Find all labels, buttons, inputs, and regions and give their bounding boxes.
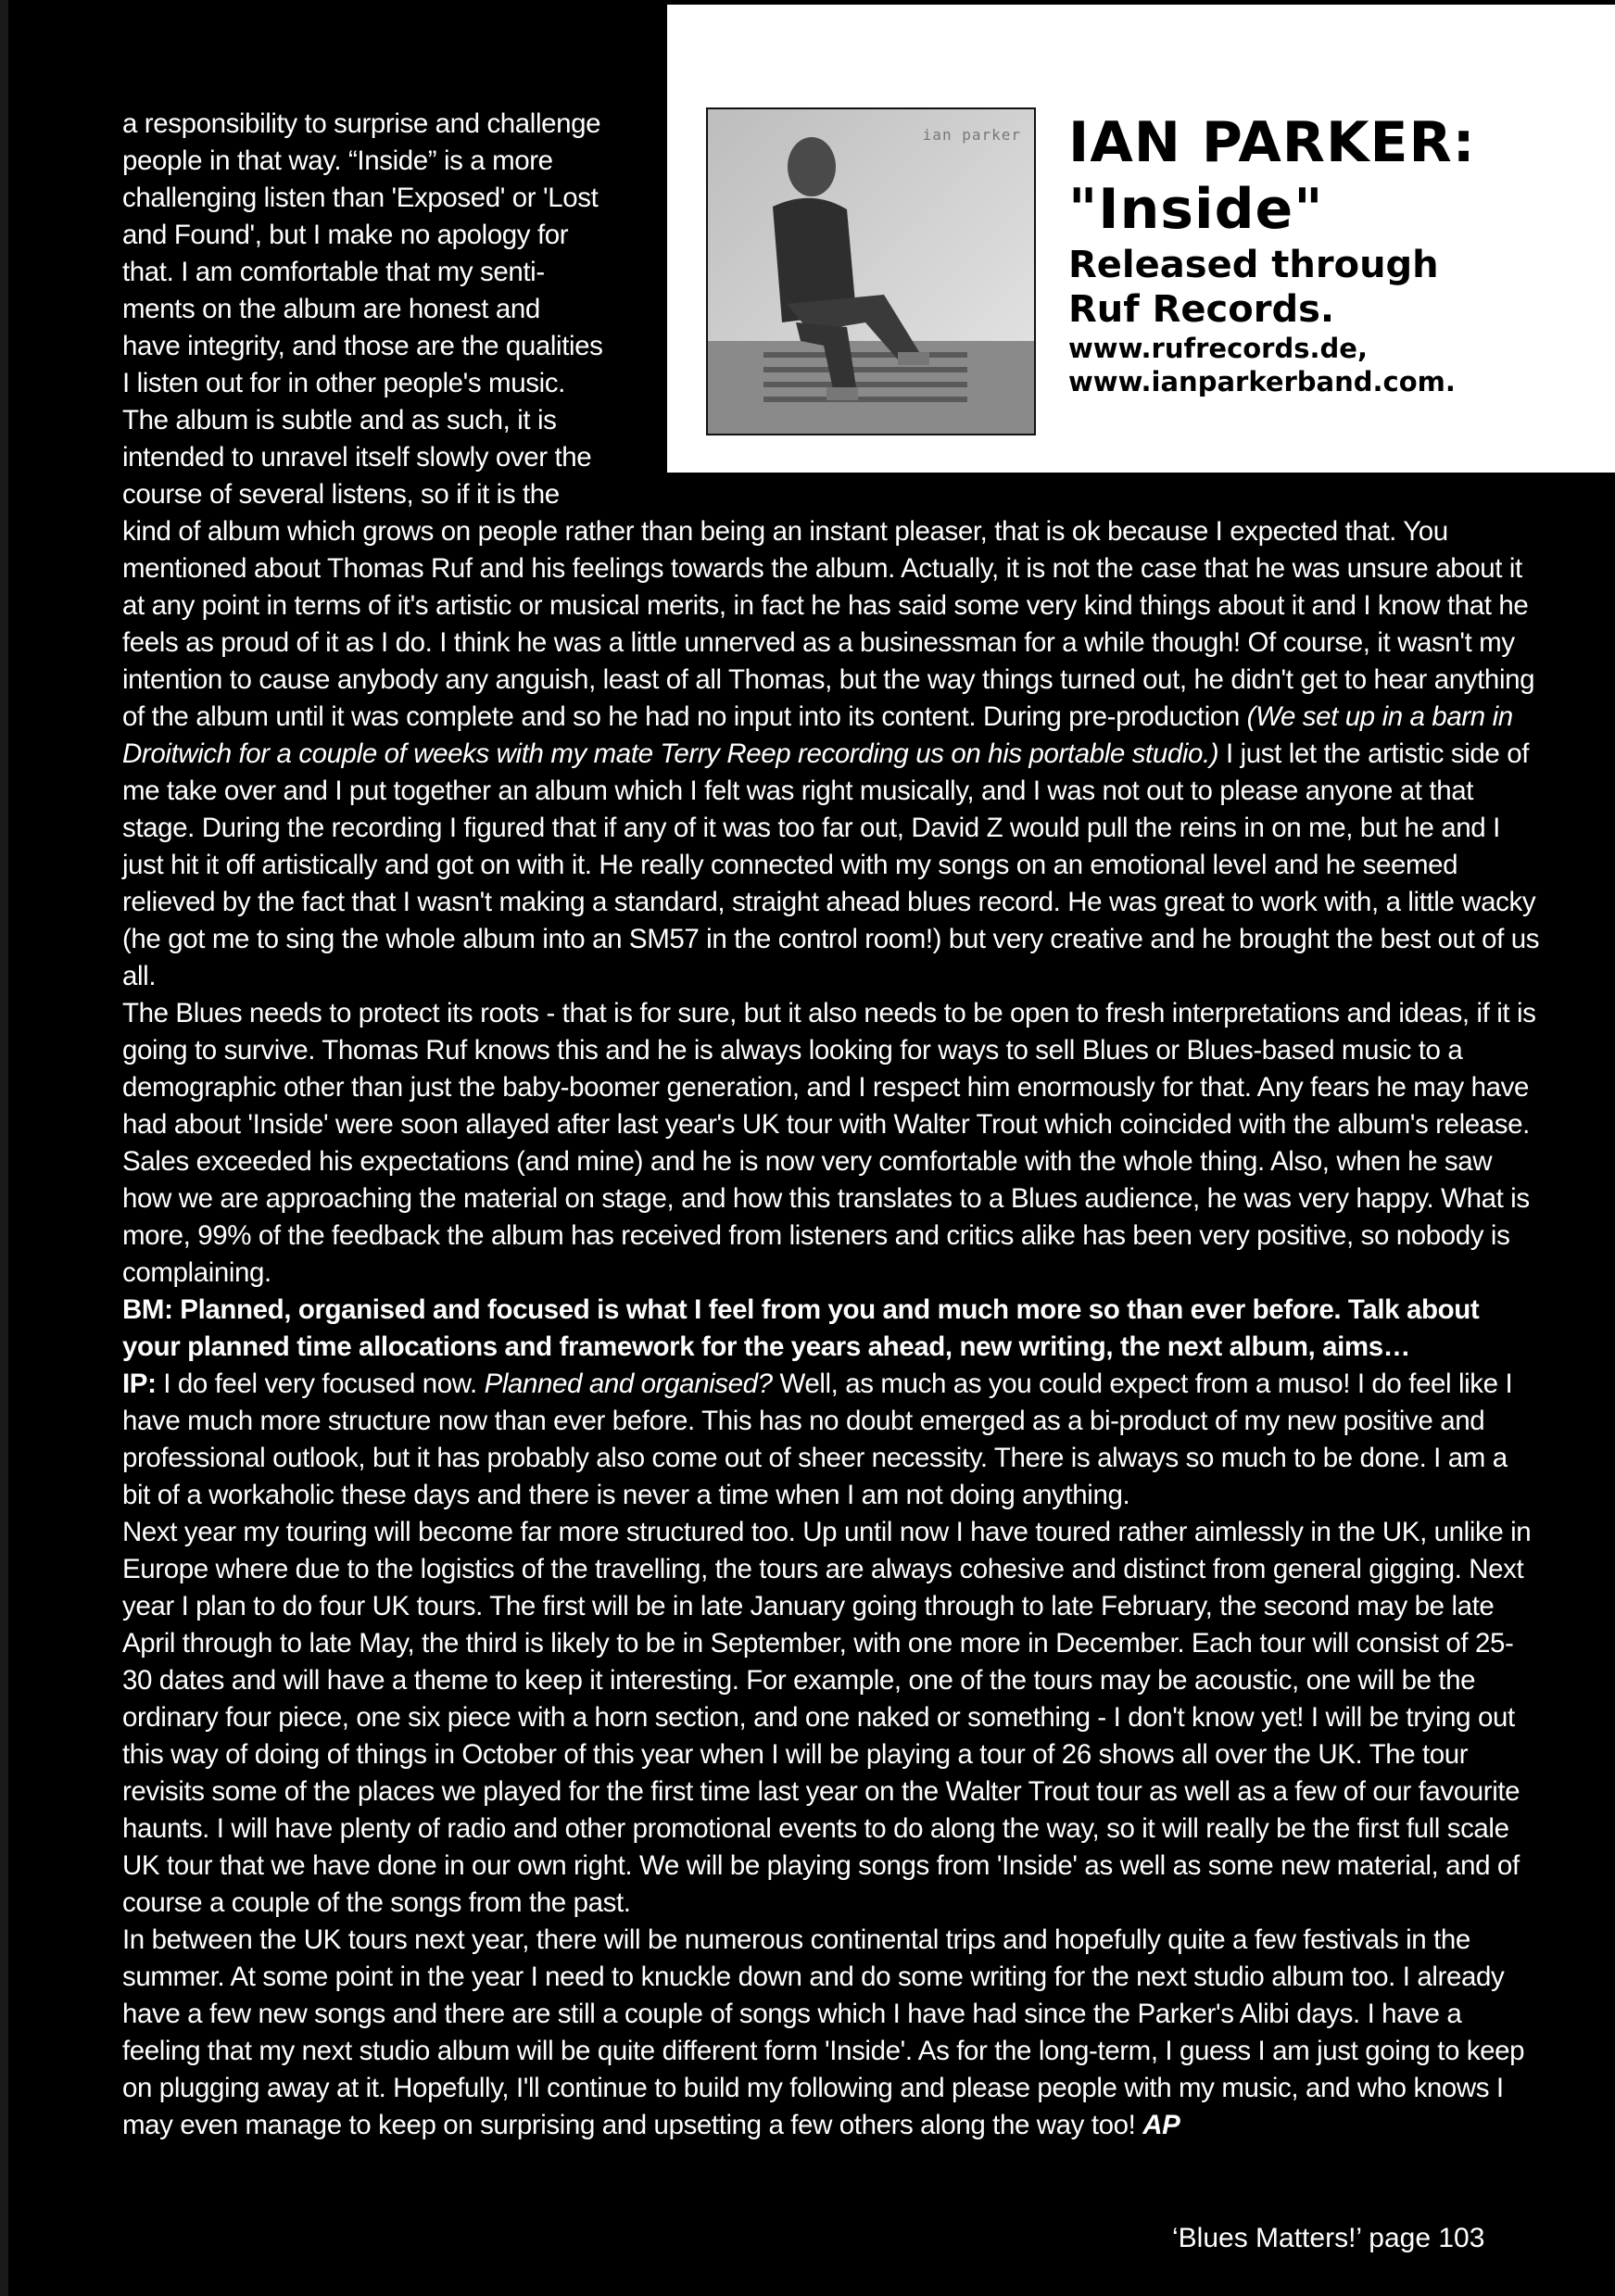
- album-cover-image: [706, 107, 1036, 435]
- text-line: course of several listens, so if it is the: [122, 479, 560, 510]
- paragraph-answer: IP: I do feel very focused now. Planned and organised? Well, as much as you could expect from a muso! I do feel like I have much more structure now than ever before. This has no doubt emerged as a bi-product of my new positive and professional outlook, but it has probably also come out of sheer necessity. There is always so much to be done. I am a bit of a workaholic these days and there is never a time when I am not doing anything.: [122, 1369, 1513, 1510]
- article-body: [122, 513, 1540, 2144]
- text-line: and Found', but I make no apology for: [122, 220, 569, 250]
- paragraph-ruf: kind of album which grows on people rather than being an instant pleaser, that is ok because I expected that. You mentioned about Thomas Ruf and his feelings towards the album. Actually, it is not the case that he was unsure about it at any point in terms of it's artistic or musical merits, in fact he has said some very kind things about it and I know that he feels as proud of it as I do. I think he was a little unnerved as a businessman for a while though! Of course, it wasn't my intention to cause anybody any anguish, least of all Thomas, but the way things turned out, he didn't get to hear anything of the album until it was complete and so he had no input into its content. During pre-production (We set up in a barn in Droitwich for a couple of weeks with my mate Terry Reep recording us on his portable studio.) I just let the artistic side of me take over and I put together an album which I felt was right musically, and I was not out to please anyone at that stage. During the recording I figured that if any of it was too far out, David Z would pull the reins in on me, but he and I just hit it off artistically and got on with it. He really connected with my songs on an emotional level and he seemed relieved by the fact that I wasn't making a standard, straight ahead blues record. He was great to work with, a little wacky (he got me to sing the whole album into an SM57 in the control room!) but very creative and he brought the best out of us all.: [122, 516, 1540, 991]
- text-line: intended to unravel itself slowly over the: [122, 442, 592, 473]
- text-line: The album is subtle and as such, it is: [122, 405, 557, 435]
- paragraph-touring: Next year my touring will become far more structured too. Up until now I have toured rather aimlessly in the UK, unlike in Europe where due to the logistics of the travelling, the tours are always cohesive and distinct from general gigging. Next year I plan to do four UK tours. The first will be in late January going through to late February, the second may be late April through to late May, the third is likely to be in September, with one more in December. Each tour will consist of 25-30 dates and will have a theme to keep it interesting. For example, one of the tours may be acoustic, one will be the ordinary four piece, one six piece with a horn section, and one naked or something - I don't know yet! I will be trying out this way of doing of things in October of this year when I will be playing a tour of 26 shows all over the UK. The tour revisits some of the places we played for the first time last year on the Walter Trout tour as well as a few of our favourite haunts. I will have plenty of radio and other promotional events to do along the way, so it will really be the first full scale UK tour that we have done in our own right. We will be playing songs from 'Inside' as well as some new material, and of course a couple of the songs from the past.: [122, 1517, 1532, 1918]
- narrow-text-column: [122, 106, 660, 513]
- text-line: a responsibility to surprise and challenge: [122, 108, 601, 139]
- text-line: challenging listen than 'Exposed' or 'Lost: [122, 183, 599, 213]
- album-title: "Inside": [1068, 177, 1324, 242]
- text-line: people in that way. “Inside” is a more: [122, 145, 553, 176]
- text-line: ments on the album are honest and: [122, 294, 540, 324]
- italic-aside: (We set up in a barn in Droitwich for a couple of weeks with my mate Terry Reep recording us on his portable studio.): [122, 701, 1513, 769]
- cover-photo-illustration: [708, 109, 1034, 434]
- paragraph-future: In between the UK tours next year, there will be numerous continental trips and hopefully quite a few festivals in the summer. At some point in the year I need to knuckle down and do some writing for the next studio album too. I already have a few new songs and there are still a couple of songs which I have had since the Parker's Alibi days. I have a feeling that my next studio album will be quite different form 'Inside'. As for the long-term, I guess I am just going to keep on plugging away at it. Hopefully, I'll continue to build my following and please people with my music, and who knows I may even manage to keep on surprising and upsetting a few others along the way too! AP: [122, 1924, 1525, 2140]
- album-info-text: [1068, 109, 1606, 398]
- interview-question: BM: Planned, organised and focused is what I feel from you and much more so than ever before. Talk about your planned time allocations and framework for the years ahead, new writing, the next album, aims…: [122, 1294, 1480, 1362]
- page-footer: ‘Blues Matters!’ page 103: [1172, 2223, 1485, 2253]
- band-url: www.ianparkerband.com.: [1068, 366, 1456, 397]
- text-line: have integrity, and those are the qualities: [122, 331, 603, 361]
- scan-edge: [0, 0, 8, 2296]
- text-line: I listen out for in other people's music.: [122, 368, 565, 398]
- text-line: that. I am comfortable that my senti-: [122, 257, 545, 287]
- cover-title-text: ian parker: [922, 126, 1021, 144]
- paragraph-blues-roots: The Blues needs to protect its roots - that is for sure, but it also needs to be open to fresh interpretations and ideas, if it is going to survive. Thomas Ruf knows this and he is always looking for ways to sell Blues or Blues-based music to a demographic other than just the baby-boomer generation, and I respect him enormously for that. Any fears he may have had about 'Inside' were soon allayed after last year's UK tour with Walter Trout which coincided with the album's release. Sales exceeded his expectations (and mine) and he is now very comfortable with the whole thing. Also, when he saw how we are approaching the material on stage, and how this translates to a Blues audience, he was very happy. What is more, 99% of the feedback the album has received from listeners and critics alike has been very positive, so nobody is complaining.: [122, 998, 1536, 1288]
- release-line-1: Released through: [1068, 244, 1439, 286]
- author-signoff: AP: [1142, 2110, 1180, 2140]
- artist-title: IAN PARKER:: [1068, 110, 1476, 175]
- release-line-2: Ruf Records.: [1068, 288, 1335, 331]
- label-url: www.rufrecords.de,: [1068, 333, 1368, 364]
- speaker-label: IP:: [122, 1369, 157, 1399]
